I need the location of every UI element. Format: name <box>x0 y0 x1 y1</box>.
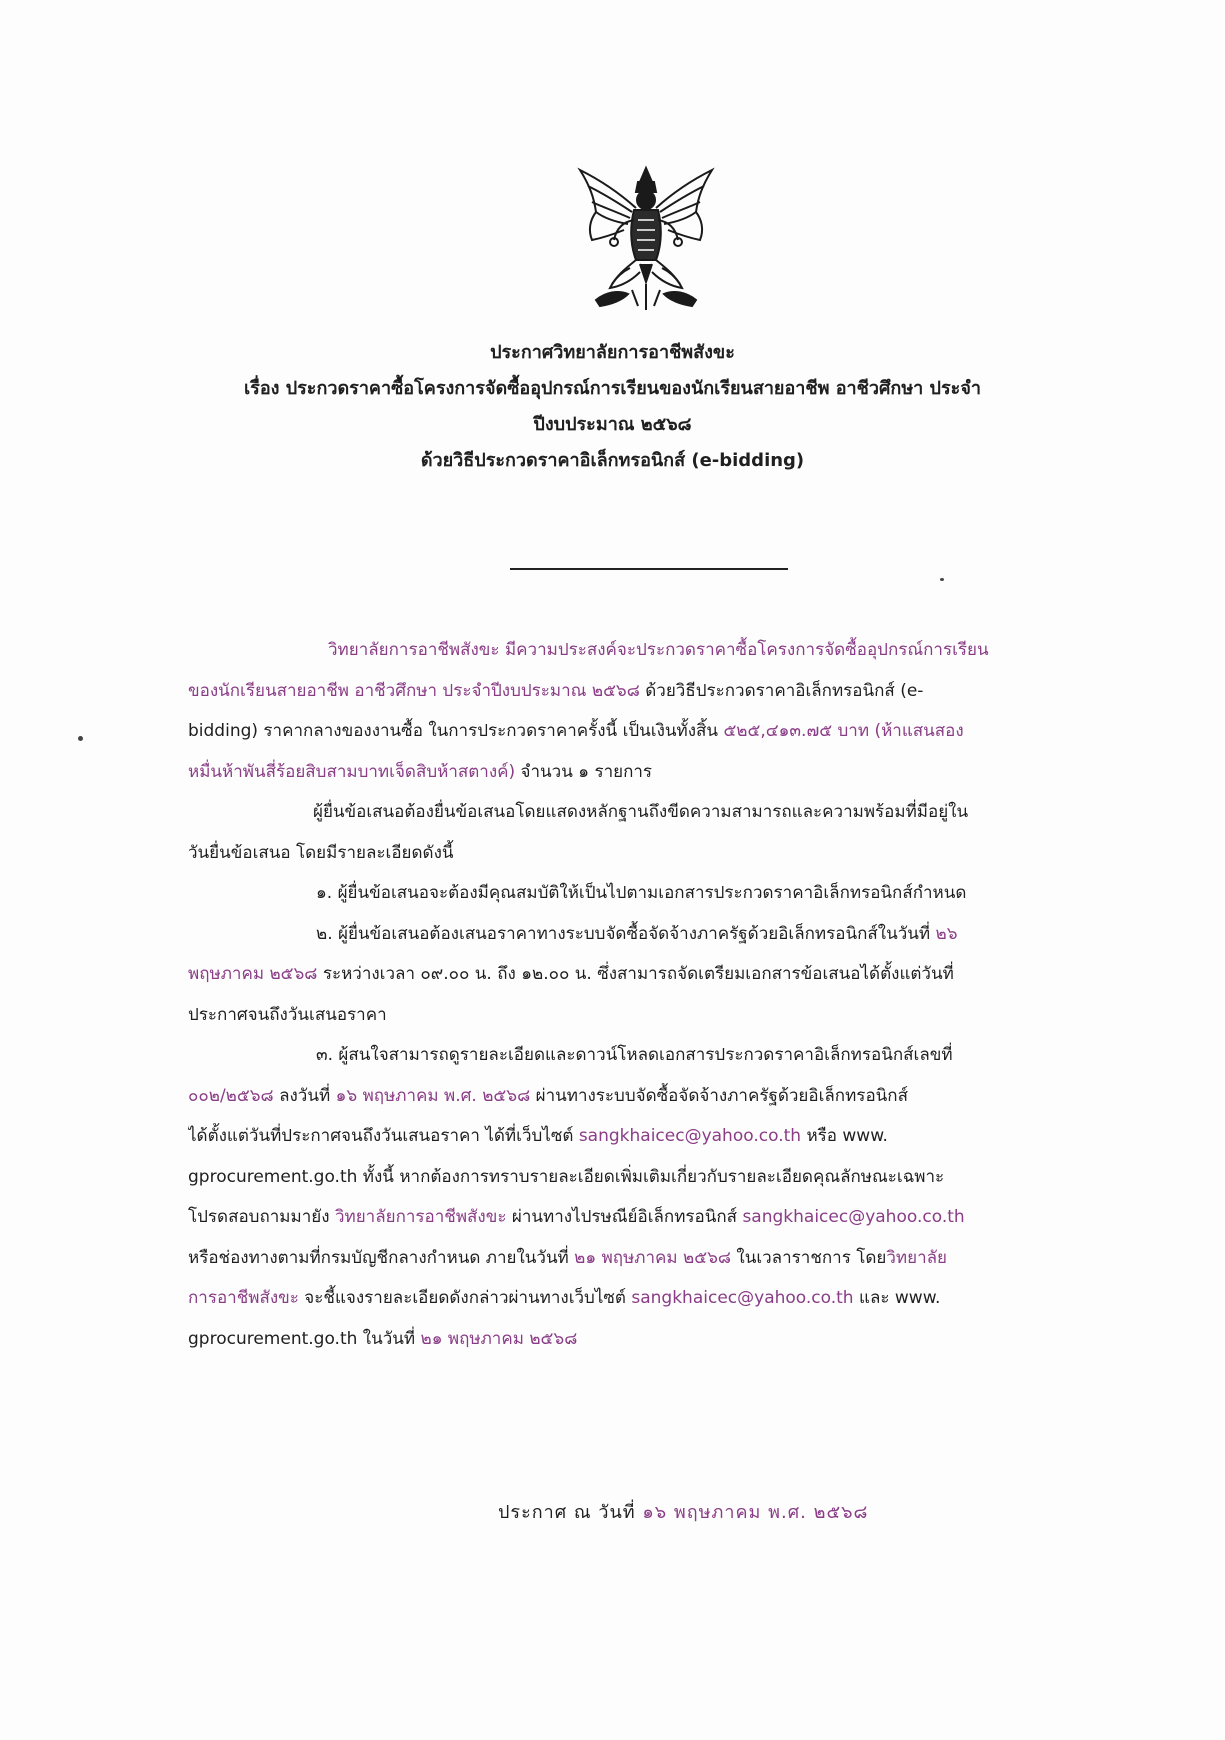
text-segment: ๑๖ พฤษภาคม พ.ศ. ๒๕๖๘ <box>335 1085 531 1106</box>
text-segment: ผ่านทางไปรษณีย์อิเล็กทรอนิกส์ <box>506 1207 743 1227</box>
item-3-line <box>188 1319 1108 1360</box>
announcement-body <box>188 630 1108 1359</box>
item-2-line <box>188 914 1108 955</box>
text-segment: มีความประสงค์จะประกวดราคาซื้อโครงการจัดซื้ออุปกรณ์การเรียน <box>499 640 989 660</box>
title-divider <box>510 568 788 570</box>
title-line-2 <box>150 371 1075 407</box>
text-segment: หรือช่องทางตามที่กรมบัญชีกลางกำหนด ภายในวันที่ <box>188 1247 575 1268</box>
text-segment: gprocurement.go.th ในวันที่ <box>188 1328 421 1349</box>
item-3-line <box>188 1035 1108 1076</box>
text-segment: และ www. <box>853 1288 941 1308</box>
title-line-1: ประกาศวิทยาลัยการอาชีพสังขะ <box>490 342 735 363</box>
body-line <box>188 752 1108 793</box>
title-line-4: ด้วยวิธีประกวดราคาอิเล็กทรอนิกส์ (e-bidding) <box>420 450 805 471</box>
text-segment: ลงวันที่ <box>273 1085 336 1106</box>
text-segment: การอาชีพสังขะ <box>188 1288 299 1308</box>
item-1: ๑. ผู้ยื่นข้อเสนอจะต้องมีคุณสมบัติให้เป็นไปตามเอกสารประกวดราคาอิเล็กทรอนิกส์กำหนด <box>316 883 967 903</box>
text-segment: ของนักเรียนสายอาชีพ อาชีวศึกษา ประจำปีงบประมาณ ๒๕๖๘ <box>188 680 640 701</box>
text-segment: จำนวน ๑ รายการ <box>515 761 653 782</box>
body-line <box>188 711 1108 752</box>
text-segment: วิทยาลัยการอาชีพสังขะ <box>328 640 500 660</box>
title-line-3: ปีงบประมาณ ๒๕๖๘ <box>533 414 692 435</box>
scan-speck <box>940 578 944 581</box>
text-segment: ระหว่างเวลา ๐๙.๐๐ น. ถึง ๑๒.๐๐ น. ซึ่งสามารถจัดเตรียมเอกสารข้อเสนอได้ตั้งแต่วันที่ <box>317 964 954 984</box>
text-segment: หรือ www. <box>801 1126 888 1146</box>
item-2-line <box>188 954 1108 995</box>
text-segment: พฤษภาคม ๒๕๖๘ <box>188 964 318 984</box>
title-subject-label: เรื่อง <box>244 378 280 399</box>
text-segment: ในเวลาราชการ โดย <box>731 1247 887 1268</box>
item-3-line <box>188 1157 1108 1198</box>
text-segment: โปรดสอบถามมายัง <box>188 1207 335 1227</box>
item-3-line <box>188 1197 1108 1238</box>
text-segment: จะชี้แจงรายละเอียดดังกล่าวผ่านทางเว็บไซต์ <box>298 1288 632 1308</box>
text-segment: sangkhaicec@yahoo.co.th <box>578 1126 802 1146</box>
garuda-emblem-icon <box>566 160 726 320</box>
text-segment: ผ่านทางระบบจัดซื้อจัดจ้างภาครัฐด้วยอิเล็กทรอนิกส์ <box>530 1085 908 1106</box>
item-3-line <box>188 1076 1108 1117</box>
text-segment: sangkhaicec@yahoo.co.th <box>631 1288 854 1308</box>
text-segment: ๕๒๕,๔๑๓.๗๕ บาท (ห้าแสนสอง <box>723 721 964 741</box>
body-line <box>188 671 1108 712</box>
body-line: วันยื่นข้อเสนอ โดยมีรายละเอียดดังนี้ <box>188 842 454 863</box>
date-value: ๑๖ พฤษภาคม พ.ศ. ๒๕๖๘ <box>642 1502 869 1523</box>
text-segment: วิทยาลัย <box>886 1247 948 1268</box>
text-segment: ประกาศจนถึงวันเสนอราคา <box>188 1004 387 1025</box>
text-segment: ๒๑ พฤษภาคม ๒๕๖๘ <box>574 1247 731 1268</box>
text-segment: gprocurement.go.th ทั้งนี้ หากต้องการทราบรายละเอียดเพิ่มเติมเกี่ยวกับรายละเอียดคุณลักษณะเฉพาะ <box>188 1166 945 1187</box>
text-segment: sangkhaicec@yahoo.co.th <box>742 1207 965 1227</box>
text-segment: ๓. ผู้สนใจสามารถดูรายละเอียดและดาวน์โหลดเอกสารประกวดราคาอิเล็กทรอนิกส์เลขที่ <box>316 1045 953 1065</box>
date-prefix: ประกาศ ณ วันที่ <box>498 1502 643 1523</box>
text-segment: ๐๐๒/๒๕๖๘ <box>188 1085 274 1106</box>
item-2-line <box>188 995 1108 1036</box>
body-line <box>188 630 1108 671</box>
announcement-date <box>498 1497 868 1526</box>
item-3-line <box>188 1238 1108 1279</box>
item-3-line <box>188 1116 1108 1157</box>
text-segment: ด้วยวิธีประกวดราคาอิเล็กทรอนิกส์ (e- <box>639 680 924 701</box>
text-segment: ๒. ผู้ยื่นข้อเสนอต้องเสนอราคาทางระบบจัดซื้อจัดจ้างภาครัฐด้วยอิเล็กทรอนิกส์ในวันที่ <box>316 923 936 944</box>
text-segment: ได้ตั้งแต่วันที่ประกาศจนถึงวันเสนอราคา ได้ที่เว็บไซต์ <box>188 1126 579 1146</box>
text-segment: ๒๑ พฤษภาคม ๒๕๖๘ <box>420 1328 578 1349</box>
scan-speck <box>78 736 83 741</box>
text-segment: ๒๖ <box>935 923 958 944</box>
item-3-line <box>188 1278 1108 1319</box>
text-segment: วิทยาลัยการอาชีพสังขะ <box>334 1207 507 1227</box>
announcement-title-block <box>150 335 1075 479</box>
text-segment: bidding) ราคากลางของงานซื้อ ในการประกวดราคาครั้งนี้ เป็นเงินทั้งสิ้น <box>188 721 724 741</box>
body-line: ผู้ยื่นข้อเสนอต้องยื่นข้อเสนอโดยแสดงหลักฐานถึงขีดความสามารถและความพร้อมที่มีอยู่ใน <box>313 802 969 822</box>
text-segment: หมื่นห้าพันสี่ร้อยสิบสามบาทเจ็ดสิบห้าสตางค์) <box>188 761 516 782</box>
title-subject-text: ประกวดราคาซื้อโครงการจัดซื้ออุปกรณ์การเรียนของนักเรียนสายอาชีพ อาชีวศึกษา ประจำ <box>285 378 981 399</box>
